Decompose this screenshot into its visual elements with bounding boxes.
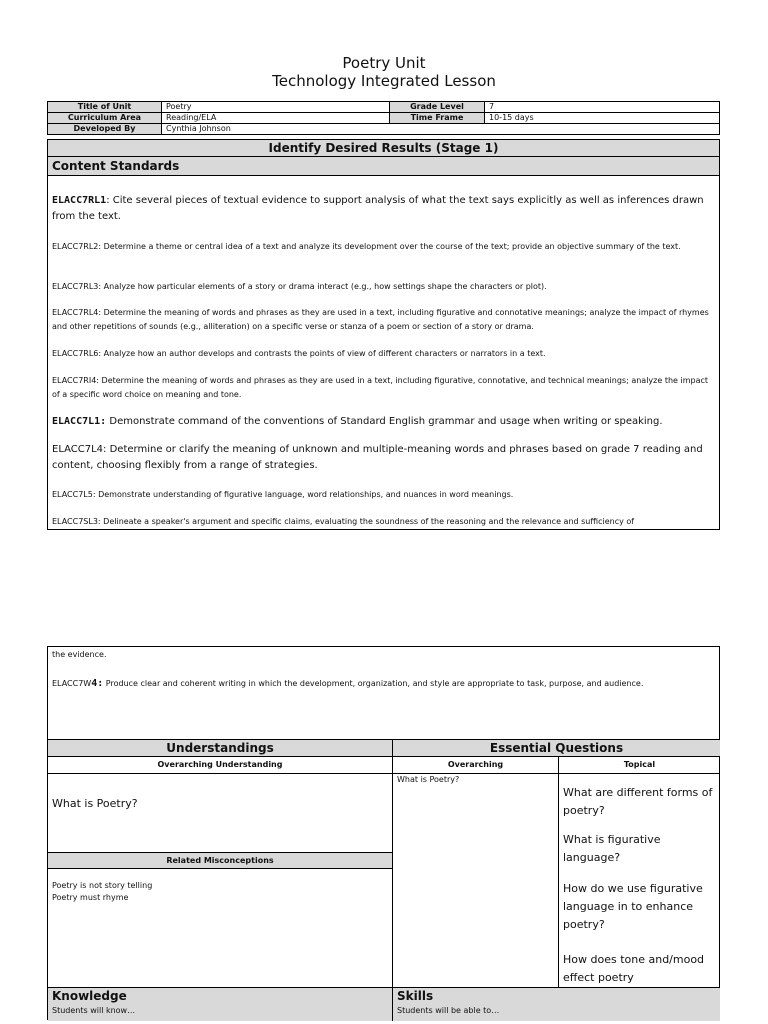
eq-overarching-label: Overarching — [392, 756, 558, 773]
eq-topical-cell — [558, 773, 720, 987]
standard-item — [52, 193, 713, 225]
standard-text: : Delineate a speaker's argument and specific claims, evaluating the soundness of the reasoning and the relevance and sufficiency of — [97, 517, 635, 526]
time-frame-label: Time Frame — [390, 113, 485, 124]
knowledge-sub: Students will know… — [52, 1006, 136, 1015]
understandings-heading: Understandings — [48, 739, 392, 756]
document-title: Poetry Unit — [342, 54, 426, 72]
table-row — [48, 102, 720, 113]
standard-item — [52, 374, 713, 402]
topical-question: What is figurative language? — [563, 833, 661, 864]
eq-overarching-text: What is Poetry? — [397, 775, 460, 784]
standard-code: ELACC7L1: — [52, 416, 107, 427]
title-of-unit-label: Title of Unit — [48, 102, 162, 113]
standard-code: ELACC7L5 — [52, 490, 93, 499]
standard-item — [52, 679, 715, 689]
topical-question: What are different forms of poetry? — [563, 786, 713, 817]
standard-code: ELACC7RL1 — [52, 195, 107, 206]
standard-code: ELACC7RL2 — [52, 242, 99, 251]
eq-topical-label: Topical — [558, 756, 720, 773]
standard-item — [52, 347, 713, 361]
standard-code: ELACC7L4 — [52, 444, 104, 455]
developed-by-value: Cynthia Johnson — [162, 124, 720, 135]
eq-overarching-cell — [392, 773, 558, 987]
misconception-item: Poetry must rhyme — [52, 893, 129, 902]
standard-text: : Determine the meaning of words and phrases as they are used in a text, including figurative, connotative, and technical meanings; analyze the impact of a specific word choice on meaning and tone. — [52, 376, 709, 399]
standard-item — [52, 280, 713, 294]
stage1-section — [47, 139, 720, 530]
knowledge-heading: Knowledge — [52, 989, 127, 1003]
standard-code: ELACC7SL3 — [52, 517, 98, 526]
standard-code-number: 4: — [91, 678, 104, 689]
content-standards-heading: Content Standards — [48, 157, 719, 176]
skills-sub: Students will be able to… — [397, 1006, 500, 1015]
standard-text: Demonstrate command of the conventions of Standard English grammar and usage when writing or speaking. — [106, 416, 663, 427]
topical-question: How do we use figurative language in to enhance poetry? — [563, 882, 703, 931]
developed-by-label: Developed By — [48, 124, 162, 135]
grade-level-value: 7 — [485, 102, 720, 113]
overarching-understanding-label: Overarching Understanding — [48, 756, 392, 773]
standard-text: : Determine a theme or central idea of a text and analyze its development over the course of the text; provide an objective summary of the text. — [98, 242, 681, 251]
topical-question: How does tone and/mood effect poetry — [563, 953, 705, 984]
standard-item — [52, 488, 713, 502]
unit-info-table — [47, 101, 720, 135]
standard-item — [52, 306, 713, 334]
continuation-text: the evidence. — [52, 650, 107, 659]
curriculum-area-value: Reading/ELA — [162, 113, 390, 124]
title-of-unit-value: Poetry — [162, 102, 390, 113]
standard-text: : Analyze how particular elements of a story or drama interact (e.g., how settings shape the characters or plot). — [98, 282, 547, 291]
standard-code: ELACC7RL6 — [52, 349, 99, 358]
standard-code: ELACC7W — [52, 679, 92, 688]
standard-code: ELACC7RI4 — [52, 376, 97, 385]
standard-code: ELACC7RL3 — [52, 282, 99, 291]
skills-heading: Skills — [397, 989, 434, 1003]
standard-item — [52, 414, 713, 430]
document-subtitle: Technology Integrated Lesson — [272, 72, 496, 90]
standard-item — [52, 240, 713, 254]
standard-text: Produce clear and coherent writing in which the development, organization, and style are appropriate to task, purpose, and audience. — [103, 679, 644, 688]
table-row — [48, 124, 720, 135]
time-frame-value: 10-15 days — [485, 113, 720, 124]
misconceptions-label: Related Misconceptions — [48, 852, 392, 869]
page-two-section — [47, 646, 720, 1020]
standard-text: : Analyze how an author develops and contrasts the points of view of different characters or narrators in a text. — [98, 349, 546, 358]
standard-text: : Determine the meaning of words and phrases as they are used in a text, including figurative and connotative meanings; analyze the impact of rhymes and other repetitions of sounds (e.g., alliteration) on a specific verse or stanza of a poem or section of a story or drama. — [52, 308, 709, 331]
standard-item — [52, 515, 713, 529]
standard-text: : Determine or clarify the meaning of unknown and multiple-meaning words and phrases based on grade 7 reading and content, choosing flexibly from a range of strategies. — [52, 444, 703, 471]
table-row — [48, 113, 720, 124]
stage1-heading: Identify Desired Results (Stage 1) — [48, 139, 719, 157]
standard-item — [52, 442, 713, 474]
standard-text: : Demonstrate understanding of figurative language, word relationships, and nuances in word meanings. — [92, 490, 514, 499]
essential-questions-heading: Essential Questions — [392, 739, 720, 756]
skills-section — [392, 987, 720, 1021]
standard-code: ELACC7RL4 — [52, 308, 99, 317]
misconception-item: Poetry is not story telling — [52, 881, 153, 890]
standard-text: : Cite several pieces of textual evidence to support analysis of what the text says explicitly as well as inferences drawn from the text. — [52, 195, 704, 222]
grade-level-label: Grade Level — [390, 102, 485, 113]
overarching-understanding-cell — [48, 773, 392, 852]
overarching-understanding-text: What is Poetry? — [52, 797, 138, 810]
curriculum-area-label: Curriculum Area — [48, 113, 162, 124]
knowledge-section — [48, 987, 392, 1021]
